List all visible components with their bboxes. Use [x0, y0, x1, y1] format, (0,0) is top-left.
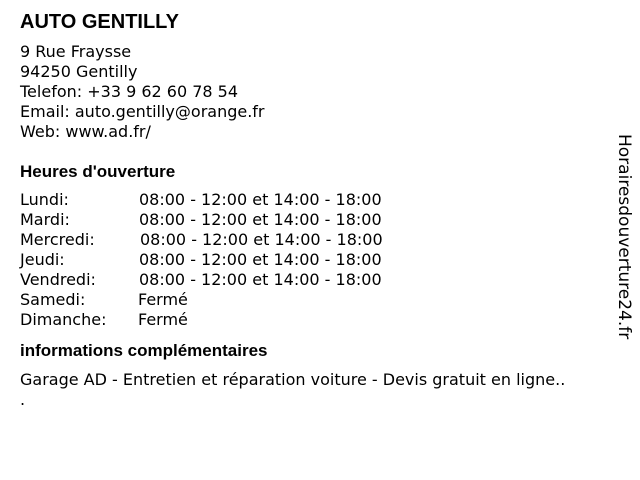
- hours-value: 08:00 - 12:00 et 14:00 - 18:00: [139, 210, 382, 229]
- phone-line: Telefon: +33 9 62 60 78 54: [20, 82, 239, 101]
- day-label: Dimanche:: [20, 310, 107, 329]
- hours-row-vendredi: [20, 270, 610, 290]
- opening-hours-heading: Heures d'ouverture: [20, 162, 176, 181]
- day-label: Samedi:: [20, 290, 86, 309]
- day-label: Jeudi:: [20, 250, 65, 269]
- street-address: 9 Rue Fraysse: [20, 42, 132, 61]
- city-postcode: 94250 Gentilly: [20, 62, 138, 81]
- hours-value: Fermé: [138, 290, 188, 309]
- hours-row-dimanche: [20, 310, 610, 330]
- opening-hours-table: [20, 190, 610, 330]
- hours-value: 08:00 - 12:00 et 14:00 - 18:00: [140, 230, 383, 249]
- hours-row-mardi: [20, 210, 610, 230]
- day-label: Mercredi:: [20, 230, 95, 249]
- hours-value: Fermé: [138, 310, 188, 329]
- email-line: Email: auto.gentilly@orange.fr: [20, 102, 265, 121]
- web-line: Web: www.ad.fr/: [20, 122, 151, 141]
- day-label: Lundi:: [20, 190, 69, 209]
- business-name: AUTO GENTILLY: [20, 11, 179, 33]
- hours-value: 08:00 - 12:00 et 14:00 - 18:00: [139, 250, 382, 269]
- hours-value: 08:00 - 12:00 et 14:00 - 18:00: [139, 270, 382, 289]
- hours-row-mercredi: [20, 230, 610, 250]
- additional-info-heading: informations complémentaires: [20, 341, 268, 360]
- hours-value: 08:00 - 12:00 et 14:00 - 18:00: [139, 190, 382, 209]
- hours-row-jeudi: [20, 250, 610, 270]
- day-label: Mardi:: [20, 210, 70, 229]
- business-card: [20, 10, 610, 410]
- site-watermark: Horairesdouverture24.fr: [614, 134, 634, 340]
- day-label: Vendredi:: [20, 270, 96, 289]
- additional-info-text: Garage AD - Entretien et réparation voiture - Devis gratuit en ligne..: [20, 370, 566, 389]
- hours-row-lundi: [20, 190, 610, 210]
- hours-row-samedi: [20, 290, 610, 310]
- additional-info-tail: .: [20, 390, 26, 409]
